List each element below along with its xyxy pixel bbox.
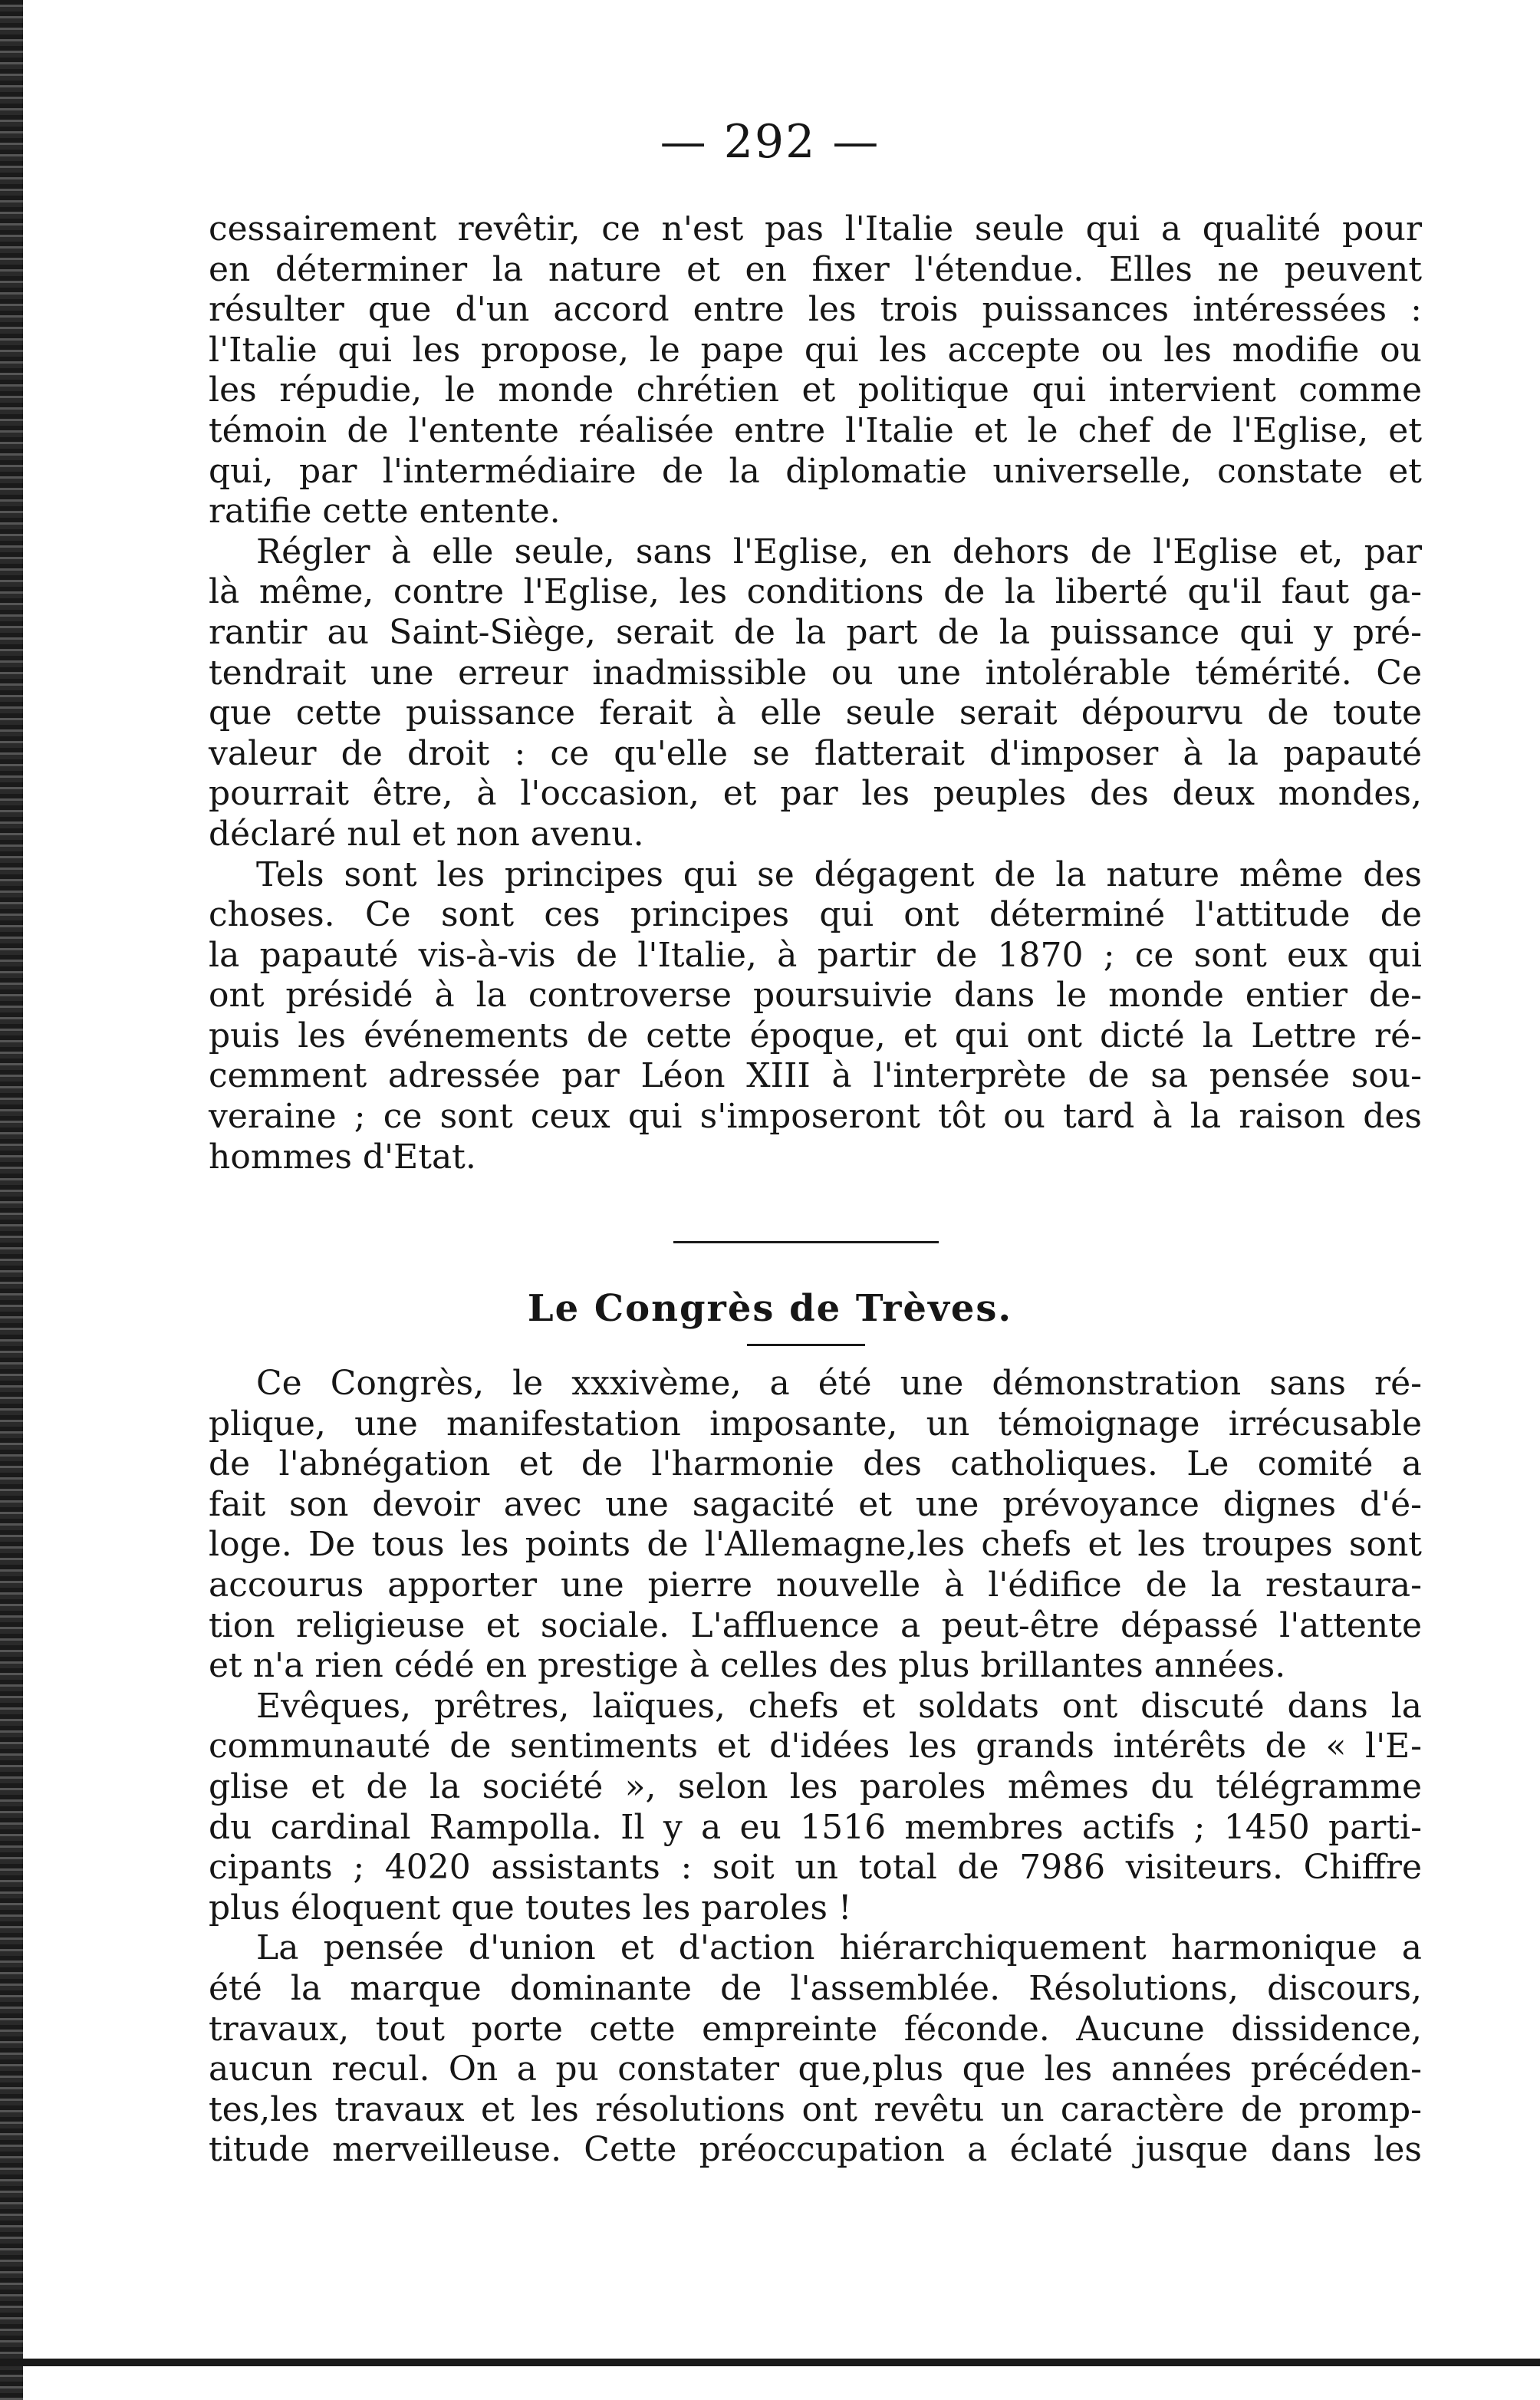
text-line: plique, une manifestation imposante, un témoignage irrécusable	[209, 1404, 1422, 1444]
text-line: puis les événements de cette époque, et qui ont dicté la Lettre ré-	[209, 1016, 1422, 1055]
text-line: là même, contre l'Eglise, les conditions de la liberté qu'il faut ga-	[209, 572, 1422, 612]
text-line: les répudie, le monde chrétien et politique qui intervient comme	[209, 370, 1422, 410]
text-line: tendrait une erreur inadmissible ou une intolérable témérité. Ce	[209, 653, 1422, 693]
text-line: loge. De tous les points de l'Allemagne,les chefs et les troupes sont	[209, 1525, 1422, 1565]
text-line: rantir au Saint-Siège, serait de la part de la puissance qui y pré-	[209, 612, 1422, 652]
section-heading: Le Congrès de Trèves.	[527, 1287, 1013, 1330]
text-line: et n'a rien cédé en prestige à celles des plus brillantes années.	[209, 1646, 1286, 1686]
section-divider-rule	[673, 1241, 939, 1243]
text-line: glise et de la société », selon les paroles mêmes du télégramme	[209, 1766, 1422, 1806]
text-line: l'Italie qui les propose, le pape qui les accepte ou les modifie ou	[209, 330, 1422, 370]
text-line: plus éloquent que toutes les paroles !	[209, 1888, 852, 1928]
text-line: pourrait être, à l'occasion, et par les peuples des deux mondes,	[209, 774, 1422, 814]
text-line: Régler à elle seule, sans l'Eglise, en dehors de l'Eglise et, par	[256, 532, 1422, 571]
text-line: fait son devoir avec une sagacité et une prévoyance dignes d'é-	[209, 1484, 1422, 1524]
text-line: accourus apporter une pierre nouvelle à l'édifice de la restaura-	[209, 1565, 1422, 1605]
text-block-bottom	[209, 1364, 1422, 2171]
text-line: cipants ; 4020 assistants : soit un total de 7986 visiteurs. Chiffre	[209, 1848, 1422, 1888]
text-line: témoin de l'entente réalisée entre l'Italie et le chef de l'Eglise, et	[209, 410, 1422, 450]
heading-underline-rule	[747, 1344, 865, 1346]
text-line: Evêques, prêtres, laïques, chefs et soldats ont discuté dans la	[256, 1686, 1422, 1726]
text-line: titude merveilleuse. Cette préoccupation a éclaté jusque dans les	[209, 2130, 1422, 2170]
text-line: ont présidé à la controverse poursuivie dans le monde entier de-	[209, 976, 1422, 1016]
text-line: cessairement revêtir, ce n'est pas l'Italie seule qui a qualité pour	[209, 209, 1422, 249]
text-line: ratifie cette entente.	[209, 492, 561, 532]
binding-edge	[0, 0, 23, 2400]
text-line: tion religieuse et sociale. L'affluence a peut-être dépassé l'attente	[209, 1605, 1422, 1645]
text-line: la papauté vis-à-vis de l'Italie, à partir de 1870 ; ce sont eux qui	[209, 935, 1422, 975]
text-line: de l'abnégation et de l'harmonie des catholiques. Le comité a	[209, 1444, 1422, 1484]
text-line: résulter que d'un accord entre les trois puissances intéressées :	[209, 290, 1422, 330]
text-line: choses. Ce sont ces principes qui ont déterminé l'attitude de	[209, 895, 1422, 935]
text-line: du cardinal Rampolla. Il y a eu 1516 membres actifs ; 1450 parti-	[209, 1807, 1422, 1847]
page-bottom-edge	[0, 2359, 1540, 2366]
text-block-top	[209, 209, 1422, 1177]
text-line: qui, par l'intermédiaire de la diplomatie universelle, constate et	[209, 451, 1422, 491]
text-line: tes,les travaux et les résolutions ont revêtu un caractère de promp-	[209, 2089, 1422, 2129]
text-line: en déterminer la nature et en fixer l'étendue. Elles ne peuvent	[209, 249, 1422, 289]
text-line: veraine ; ce sont ceux qui s'imposeront tôt ou tard à la raison des	[209, 1097, 1422, 1137]
text-line: communauté de sentiments et d'idées les grands intérêts de « l'E-	[209, 1727, 1422, 1766]
text-line: cemment adressée par Léon XIII à l'interprète de sa pensée sou-	[209, 1056, 1422, 1096]
text-line: hommes d'Etat.	[209, 1137, 476, 1177]
text-line: Ce Congrès, le xxxivème, a été une démonstration sans ré-	[256, 1364, 1422, 1403]
text-line: déclaré nul et non avenu.	[209, 814, 644, 854]
text-line: que cette puissance ferait à elle seule serait dépourvu de toute	[209, 693, 1422, 733]
page-number: — 292 —	[660, 115, 880, 169]
text-line: aucun recul. On a pu constater que,plus que les années précéden-	[209, 2049, 1422, 2089]
text-line: travaux, tout porte cette empreinte féconde. Aucune dissidence,	[209, 2009, 1422, 2049]
text-line: valeur de droit : ce qu'elle se flatterait d'imposer à la papauté	[209, 733, 1422, 773]
text-line: été la marque dominante de l'assemblée. Résolutions, discours,	[209, 1968, 1422, 2008]
text-line: La pensée d'union et d'action hiérarchiquement harmonique a	[256, 1928, 1422, 1968]
text-line: Tels sont les principes qui se dégagent de la nature même des	[256, 854, 1422, 894]
